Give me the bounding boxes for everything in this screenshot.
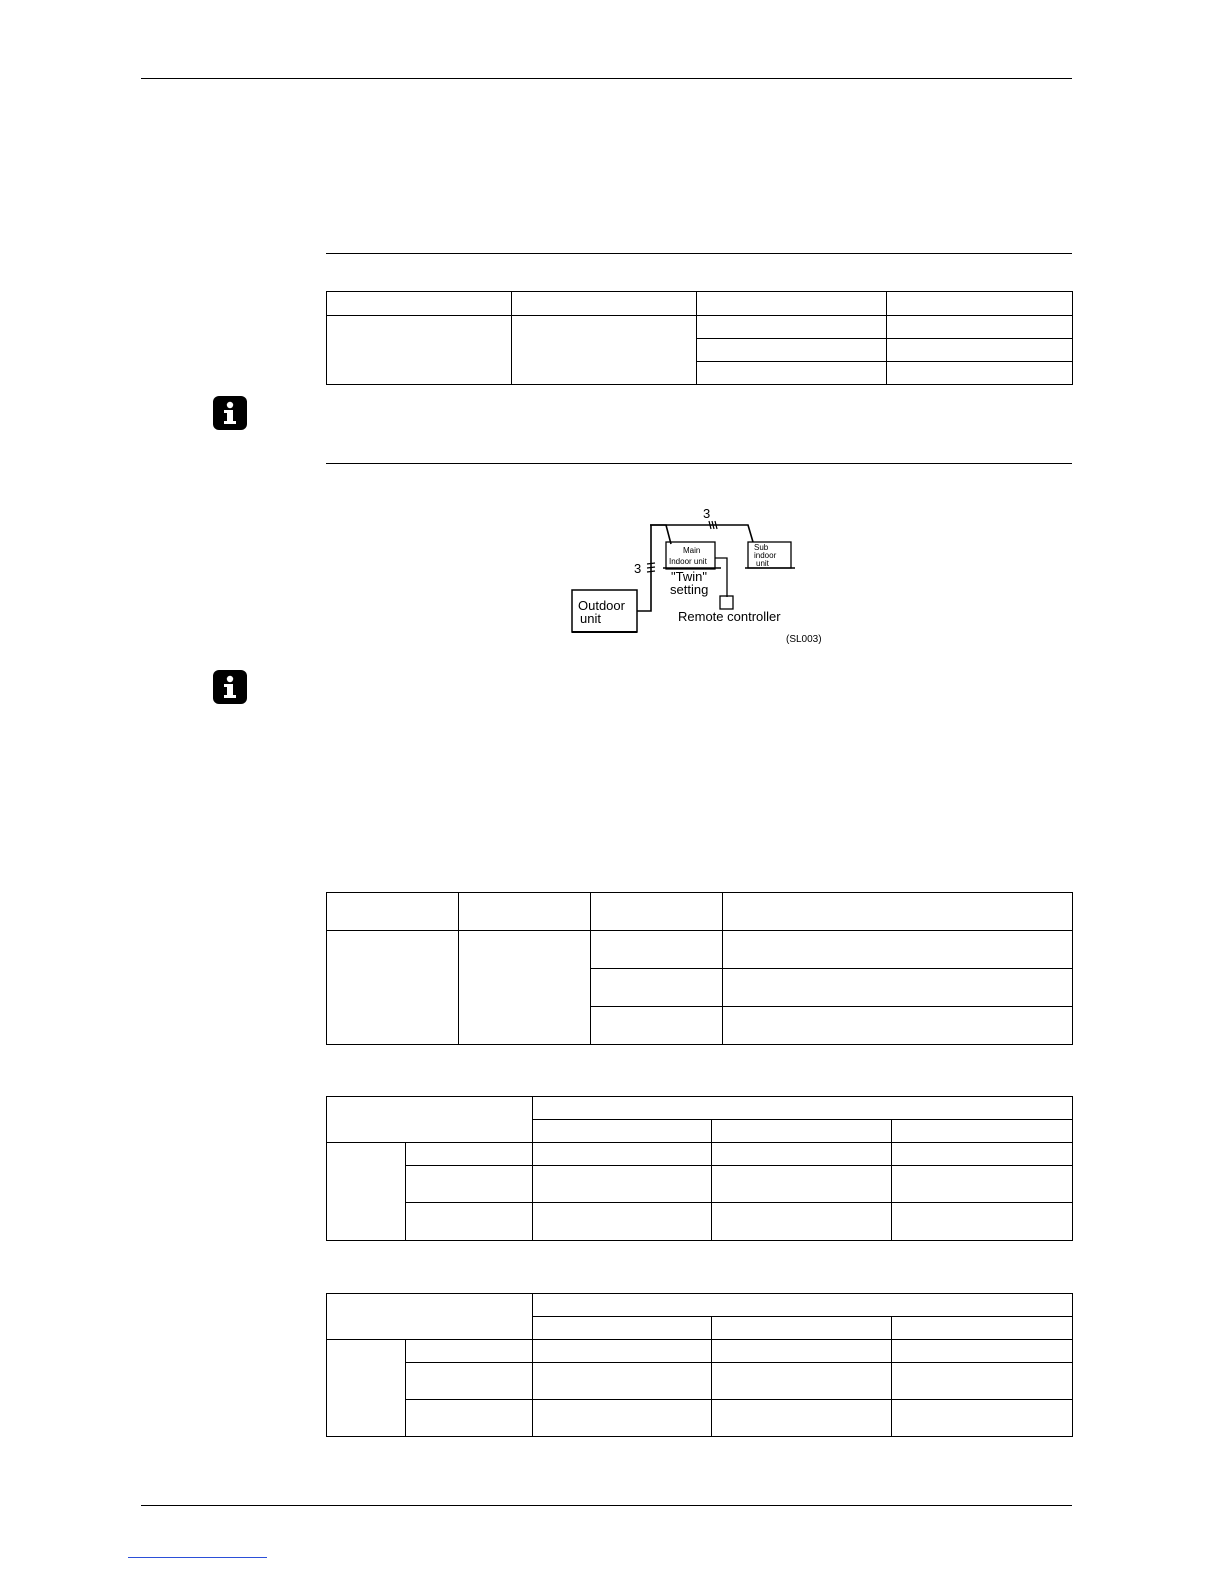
table-cell bbox=[406, 1363, 533, 1400]
table-cell bbox=[892, 1340, 1073, 1363]
table-cell bbox=[327, 1340, 406, 1437]
table-cell bbox=[712, 1120, 892, 1143]
table-row bbox=[327, 1166, 1073, 1203]
table-cell bbox=[723, 1007, 1073, 1045]
table-cell bbox=[533, 1317, 712, 1340]
table-4 bbox=[326, 1293, 1073, 1437]
table-cell bbox=[327, 316, 512, 385]
footer-rule bbox=[141, 1505, 1072, 1506]
table-cell bbox=[327, 893, 459, 931]
table-cell bbox=[512, 316, 697, 385]
table-cell bbox=[533, 1120, 712, 1143]
twin-label-1: "Twin" bbox=[671, 569, 707, 584]
table-cell bbox=[406, 1203, 533, 1241]
table-cell bbox=[697, 362, 887, 385]
wire-tick bbox=[647, 571, 655, 572]
section-rule-1 bbox=[326, 253, 1072, 254]
table-row bbox=[327, 316, 1073, 339]
table-cell bbox=[892, 1317, 1073, 1340]
table-row bbox=[327, 1363, 1073, 1400]
table-cell bbox=[533, 1166, 712, 1203]
table-row bbox=[327, 1143, 1073, 1166]
table-2 bbox=[326, 892, 1073, 1045]
wire-tick bbox=[647, 567, 655, 568]
table-cell bbox=[892, 1166, 1073, 1203]
table-cell bbox=[712, 1203, 892, 1241]
sub-unit-label-1: Sub bbox=[754, 543, 769, 552]
wire-count-left: 3 bbox=[634, 561, 642, 576]
main-unit-label-2: Indoor unit bbox=[669, 557, 707, 566]
table-cell bbox=[892, 1203, 1073, 1241]
table-row bbox=[327, 1203, 1073, 1241]
table-cell bbox=[712, 1400, 892, 1437]
table-cell bbox=[591, 893, 723, 931]
table-row bbox=[327, 1294, 1073, 1317]
table-cell bbox=[327, 931, 459, 1045]
table-row bbox=[327, 1097, 1073, 1120]
table-cell bbox=[327, 1097, 533, 1143]
header-rule bbox=[141, 78, 1072, 79]
table-cell bbox=[533, 1294, 1073, 1317]
main-unit-label-1: Main bbox=[683, 546, 701, 555]
table-cell bbox=[533, 1143, 712, 1166]
wire-count-top: 3 bbox=[703, 506, 711, 521]
table-cell bbox=[591, 931, 723, 969]
remote-label: Remote controller bbox=[678, 609, 781, 624]
twin-wiring-diagram bbox=[555, 500, 845, 650]
table-cell bbox=[697, 339, 887, 362]
table-row bbox=[327, 1400, 1073, 1437]
outdoor-label-2: unit bbox=[580, 611, 601, 626]
table-cell bbox=[723, 931, 1073, 969]
table-row bbox=[327, 292, 1073, 316]
table-cell bbox=[533, 1203, 712, 1241]
table-cell bbox=[327, 292, 512, 316]
footer-link-underline bbox=[128, 1557, 267, 1558]
sub-unit-label-3: unit bbox=[756, 559, 769, 568]
table-cell bbox=[887, 292, 1073, 316]
table-cell bbox=[459, 931, 591, 1045]
info-icon bbox=[213, 670, 247, 704]
table-cell bbox=[892, 1363, 1073, 1400]
table-cell bbox=[406, 1143, 533, 1166]
wire-tick bbox=[647, 563, 655, 564]
table-cell bbox=[887, 339, 1073, 362]
table-cell bbox=[327, 1294, 533, 1340]
table-cell bbox=[406, 1400, 533, 1437]
table-cell bbox=[723, 893, 1073, 931]
table-cell bbox=[887, 316, 1073, 339]
section-rule-2 bbox=[326, 463, 1072, 464]
twin-label-2: setting bbox=[670, 582, 709, 597]
table-cell bbox=[712, 1143, 892, 1166]
figure-code: (SL003) bbox=[786, 634, 822, 645]
table-cell bbox=[887, 362, 1073, 385]
table-cell bbox=[533, 1363, 712, 1400]
table-cell bbox=[533, 1340, 712, 1363]
remote-controller bbox=[720, 596, 733, 609]
table-cell bbox=[327, 1143, 406, 1241]
table-cell bbox=[892, 1400, 1073, 1437]
wire-main-to-sub bbox=[650, 525, 753, 542]
table-cell bbox=[591, 1007, 723, 1045]
table-cell bbox=[712, 1317, 892, 1340]
table-cell bbox=[459, 893, 591, 931]
table-1 bbox=[326, 291, 1073, 385]
sub-unit-label-2: indoor bbox=[754, 551, 777, 560]
table-cell bbox=[723, 969, 1073, 1007]
table-row bbox=[327, 893, 1073, 931]
table-row bbox=[327, 931, 1073, 969]
table-cell bbox=[697, 316, 887, 339]
table-row bbox=[327, 1340, 1073, 1363]
table-cell bbox=[892, 1120, 1073, 1143]
table-cell bbox=[712, 1340, 892, 1363]
table-cell bbox=[591, 969, 723, 1007]
table-cell bbox=[533, 1097, 1073, 1120]
info-icon bbox=[213, 396, 247, 430]
table-cell bbox=[512, 292, 697, 316]
table-cell bbox=[697, 292, 887, 316]
table-cell bbox=[892, 1143, 1073, 1166]
outdoor-label-1: Outdoor bbox=[578, 598, 625, 613]
table-cell bbox=[712, 1363, 892, 1400]
table-cell bbox=[533, 1400, 712, 1437]
table-cell bbox=[406, 1340, 533, 1363]
table-3 bbox=[326, 1096, 1073, 1241]
table-cell bbox=[712, 1166, 892, 1203]
wire-main-to-remote bbox=[715, 558, 727, 597]
table-cell bbox=[406, 1166, 533, 1203]
